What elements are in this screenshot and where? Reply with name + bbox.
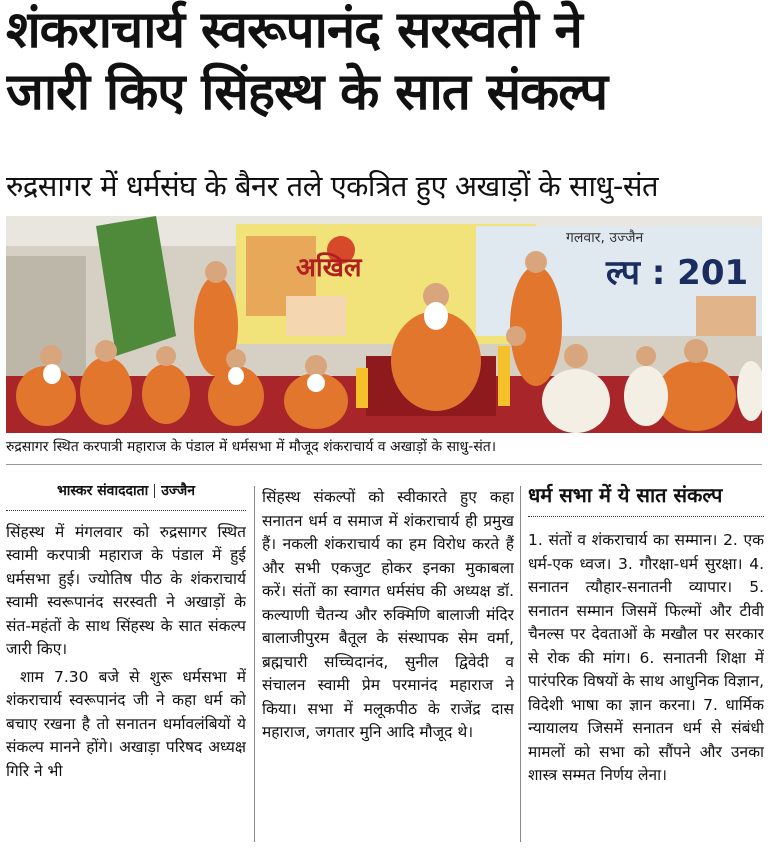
news-photo [6,216,762,433]
byline-separator [154,484,155,498]
banner-top-right: गलवार, उज्जैन [566,230,644,246]
sidebar-box [528,480,764,845]
article-column-1 [6,480,246,845]
banner-text-right: ल्प : 201 [606,253,749,293]
article-column-2 [262,486,514,851]
column-2-paragraph-1: सिंहस्थ संकल्पों को स्वीकारते हुए कहा सनातन धर्म व समाज में शंकराचार्य ही प्रमुख हैं। नकली शंकराचार्य का हम विरोध करते हैं और सभी एकजुट होकर इनका मुकाबला करें। संतों का स्वागत धर्मसंघ की अध्यक्ष डॉ. कल्याणी चैतन्य और रुक्मिणि बालाजी मंदिर बालाजीपुरम बैतूल के संस्थापक सेम वर्मा, ब्रह्मचारी सच्चिदानंद, सुनील द्विवेदी व संचालन स्वामी प्रेम परमानंद महाराज ने किया। सभा में मलूकपीठ के राजेंद्र दास महाराज, जगतार मुनि आदि मौजूद थे। [262,488,514,741]
column-divider-1 [254,486,255,842]
column-1-paragraph-2: शाम 7.30 बजे से शुरू धर्मसभा में शंकराचार्य स्वरूपानंद जी ने कहा धर्म को बचाए रखना है तो सनातन धर्मावलंबियों ये संकल्प मानने होंगे। अखाड़ा परिषद अध्यक्ष गिरि ने भी [6,667,246,780]
byline-author: भास्कर संवाददाता [56,483,149,499]
headline-line-2: जारी किए सिंहस्थ के सात संकल्प [6,63,608,122]
column-1-paragraph-1: सिंहस्थ में मंगलवार को रुद्रसागर स्थित स्वामी करपात्री महाराज के पंडाल में हुई धर्मसभा हुई। ज्योतिष पीठ के शंकराचार्य स्वामी स्वरूपानंद सरस्वती ने अखाड़ों के संत-महंतों के साथ सिंहस्थ के सात संकल्प जारी किए। [6,522,246,658]
byline [6,480,246,511]
headline [6,0,762,124]
column-divider-2 [520,486,521,842]
headline-line-1: शंकराचार्य स्वरूपानंद सरस्वती ने [6,1,582,60]
subheadline: रुद्रसागर में धर्मसंघ के बैनर तले एकत्रित हुए अखाड़ों के साधु-संत [6,169,658,203]
sidebar-title: धर्म सभा में ये सात संकल्प [528,480,764,517]
sidebar-text: 1. संतों व शंकराचार्य का सम्मान। 2. एक धर्म-एक ध्वज। 3. गौरक्षा-धर्म सुरक्षा। 4. सनातन त्यौहार-सनातनी व्यापार। 5. सनातन सम्मान जिसमें फिल्मों और टीवी चैनल्स पर देवताओं के मखौल पर सरकार से रोक की मांग। 6. सनातनी शिक्षा में पारंपरिक विषयों के साथ आधुनिक विज्ञान, विदेशी भाषा का ज्ञान करना। 7. धार्मिक न्यायालय जिसमें सनातन धर्म से संबंधी मामलों को सभा को सौंपने और उनका शास्त्र सम्मत निर्णय लेना। [528,531,764,784]
banner-text-left: अखिल [296,253,362,283]
byline-place: उज्जैन [161,483,196,499]
photo-caption: रुद्रसागर स्थित करपात्री महाराज के पंडाल में धर्मसभा में मौजूद शंकराचार्य व अखाड़ों के साधु-संत। [6,436,762,465]
